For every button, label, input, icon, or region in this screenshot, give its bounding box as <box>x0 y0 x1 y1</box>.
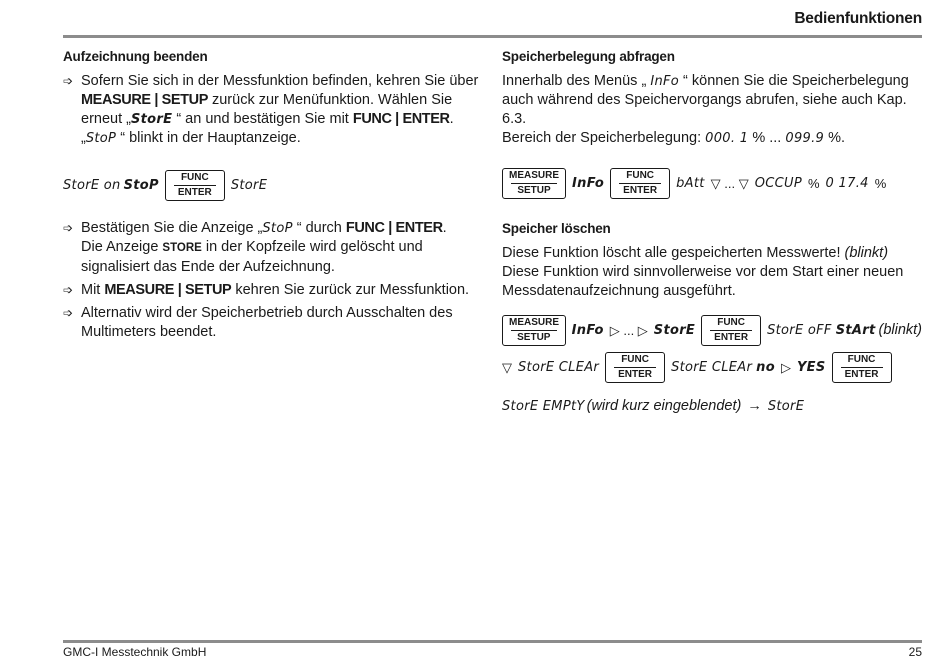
key-sequence-info <box>502 168 922 199</box>
key-sequence-clear <box>502 352 922 383</box>
percent-sign: % <box>874 176 887 191</box>
arrow-bullet-icon: ➩ <box>63 221 74 235</box>
bullet-item <box>63 219 488 277</box>
bullet-text: Sofern Sie sich in der Messfunktion befinden, kehren Sie über MEASURE | SETUP zurück zur Menüfunktion. Wählen Sie erneut „StorE “ an und bestätigen Sie mit FUNC | ENTER. „StoP “ blinkt in der Hauptanzeige. <box>81 73 479 146</box>
key-sequence-empty <box>502 397 922 416</box>
paragraph: Diese Funktion löscht alle gespeicherten Messwerte! (blinkt) <box>502 245 889 261</box>
func-enter-key: FUNC ENTER <box>165 170 225 201</box>
bullet-item <box>63 304 488 342</box>
bullet-text: Bestätigen Sie die Anzeige „StoP “ durch FUNC | ENTER. Die Anzeige STORE in der Kopfzeile wird gelöscht und signalisiert das Ende der Aufzeichnung. <box>81 220 447 275</box>
section-heading-speicherbelegung: Speicherbelegung abfragen <box>502 49 675 64</box>
key-sequence-stop <box>63 170 488 201</box>
lcd-store-clear: StorE CLEAr <box>518 360 600 375</box>
arrow-bullet-icon: ➩ <box>63 283 74 297</box>
lcd-start: StArt <box>835 323 876 338</box>
percent-sign: % <box>807 176 820 191</box>
section-heading-aufzeichnung-beenden: Aufzeichnung beenden <box>63 49 208 64</box>
navigation-arrows: ▷ ... ▷ <box>609 323 648 338</box>
section-heading-speicher-loeschen: Speicher löschen <box>502 221 611 236</box>
func-enter-key: FUNC ENTER <box>701 315 761 346</box>
lcd-occup: OCCUP <box>754 176 802 191</box>
lcd-store: StorE <box>767 399 805 414</box>
right-triangle-icon: ▷ <box>780 360 791 375</box>
left-column <box>63 47 488 342</box>
arrow-bullet-icon: ➩ <box>63 74 74 88</box>
page-header-title: Bedienfunktionen <box>794 10 922 27</box>
lcd-store: StorE <box>230 178 268 193</box>
header-rule <box>63 35 922 38</box>
page-number: 25 <box>908 645 922 659</box>
key-sequence-store-off <box>502 315 922 346</box>
bullet-item <box>63 281 488 300</box>
measure-setup-key: MEASURE SETUP <box>502 168 566 199</box>
bullet-text: Mit MEASURE | SETUP kehren Sie zurück zur Messfunktion. <box>81 282 470 298</box>
func-enter-key: FUNC ENTER <box>610 168 670 199</box>
navigation-arrows: ▽ ... ▽ <box>710 176 749 191</box>
footer-rule <box>63 640 922 643</box>
bullet-item <box>63 72 488 148</box>
down-triangle-icon: ▽ <box>502 360 512 375</box>
lcd-yes: YES <box>796 360 826 375</box>
lcd-store-empty: StorE EMPtY <box>502 399 585 414</box>
paragraph: Innerhalb des Menüs „ InFo “ können Sie die Speicherbelegung auch während des Speichervorgangs abrufen, siehe auch Kap. 6.3. <box>502 73 909 127</box>
lcd-store-on: StorE on <box>63 178 121 193</box>
arrow-right-icon: → <box>747 398 762 414</box>
bullet-text: Alternativ wird der Speicherbetrieb durch Ausschalten des Multimeters beendet. <box>81 305 453 340</box>
lcd-info: InFo <box>571 323 604 338</box>
lcd-info: InFo <box>572 176 605 191</box>
right-column <box>502 47 922 416</box>
func-enter-key: FUNC ENTER <box>605 352 665 383</box>
lcd-stop: StoP <box>123 178 159 193</box>
lcd-store: StorE <box>653 323 696 338</box>
lcd-value: 0 17.4 <box>825 176 869 191</box>
lcd-batt: bAtt <box>676 176 705 191</box>
paragraph: Diese Funktion wird sinnvollerweise vor dem Start einer neuen Messdatenaufzeichnung ausgeführt. <box>502 264 904 299</box>
lcd-no: no <box>756 360 775 375</box>
paragraph: Bereich der Speicherbelegung: 000. 1 % ... 099.9 %. <box>502 130 846 146</box>
blink-note: (blinkt) <box>878 322 922 338</box>
lcd-store-off: StorE oFF <box>767 323 832 338</box>
footer-company: GMC-I Messtechnik GmbH <box>63 645 207 659</box>
note-text: (wird kurz eingeblendet) <box>586 398 742 414</box>
func-enter-key: FUNC ENTER <box>832 352 892 383</box>
arrow-bullet-icon: ➩ <box>63 306 74 320</box>
lcd-store-clear: StorE CLEAr <box>671 360 753 375</box>
measure-setup-key: MEASURE SETUP <box>502 315 566 346</box>
